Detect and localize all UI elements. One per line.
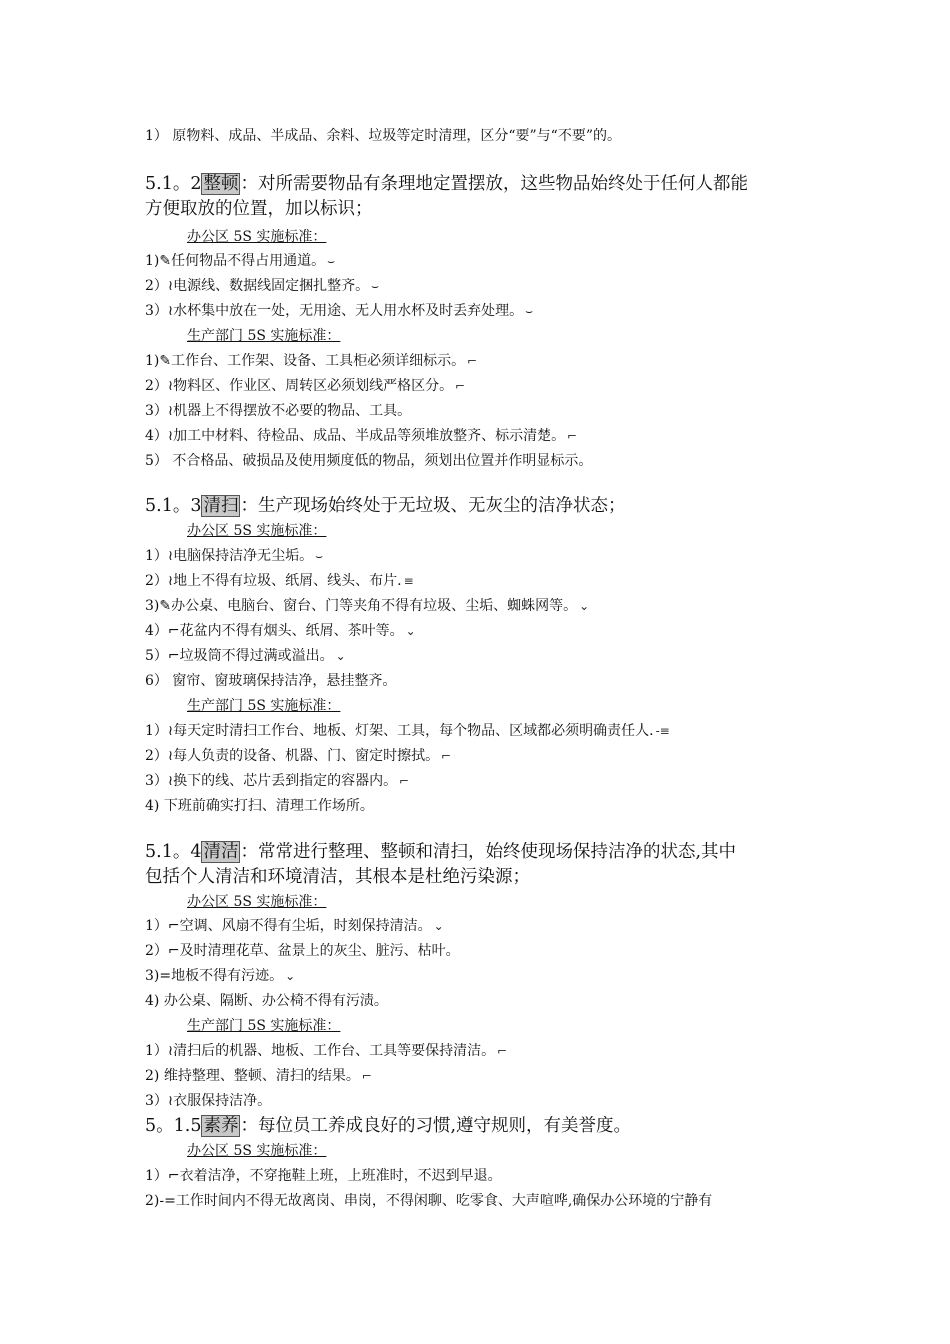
list-item: 3)=地板不得有污迹。 ⌄ [145, 968, 296, 984]
list-item: 3）≀衣服保持洁净。 [145, 1093, 272, 1109]
section-heading: 5.1。2 整顿 ：对所需要物品有条理地定置摆放，这些物品始终处于任何人都能 [145, 174, 748, 194]
list-item: 6） 窗帘、窗玻璃保持洁净，悬挂整齐。 [145, 673, 397, 689]
list-item: 4) 下班前确实打扫、清理工作场所。 [145, 798, 374, 814]
revision-mark: ⌐ [399, 774, 410, 788]
term-highlight: 素养 [203, 1116, 239, 1136]
list-item: 4）≀加工中材料、待检品、成品、半成品等须堆放整齐、标示清楚。 ⌐ [145, 428, 578, 444]
section-heading: 5.1。4 清洁 ：常常进行整理、整顿和清扫，始终使现场保持洁净的状态,其中 [145, 842, 737, 862]
revision-mark: ⌐ [455, 379, 466, 393]
revision-mark: ⌣ [315, 549, 324, 563]
term-highlight: 清扫 [203, 496, 239, 516]
list-item: 2）≀电源线、数据线固定捆扎整齐。 ⌣ [145, 278, 380, 294]
list-item: 1）⌐衣着洁净，不穿拖鞋上班，上班准时，不迟到早退。 [145, 1168, 502, 1184]
revision-mark: ⌄ [335, 649, 346, 663]
list-item: 4) 办公桌、隔断、办公椅不得有污渍。 [145, 993, 388, 1009]
list-item: 1） 原物料、成品、半成品、余料、垃圾等定时清理，区分“要”与“不要”的。 [145, 128, 621, 144]
subheading: 办公区 5S 实施标准： [187, 523, 327, 539]
section-heading: 5.1。3 清扫 ：生产现场始终处于无垃圾、无灰尘的洁净状态； [145, 496, 626, 516]
revision-mark: ⌐ [567, 429, 578, 443]
section-heading: 5。1.5 素养 ：每位员工养成良好的习惯,遵守规则，有美誉度。 [145, 1116, 632, 1136]
list-item: 2) 维持整理、整顿、清扫的结果。 ⌐ [145, 1068, 372, 1084]
list-item: 4）⌐花盆内不得有烟头、纸屑、茶叶等。 ⌄ [145, 623, 416, 639]
list-item: 3)✎办公桌、电脑台、窗台、门等夹角不得有垃圾、尘垢、蜘蛛网等。 ⌄ [145, 598, 590, 614]
revision-mark: ⌣ [525, 304, 534, 318]
list-item: 5） 不合格品、破损品及使用频度低的物品，须划出位置并作明显标示。 [145, 453, 593, 469]
subheading: 生产部门 5S 实施标准： [187, 328, 341, 344]
subheading: 办公区 5S 实施标准： [187, 229, 327, 245]
subheading: 生产部门 5S 实施标准： [187, 698, 341, 714]
subheading: 办公区 5S 实施标准： [187, 894, 327, 910]
section-text: 包括个人清洁和环境清洁，其根本是杜绝污染源； [145, 867, 530, 887]
list-item: 1）≀每天定时清扫工作台、地板、灯架、工具，每个物品、区域都必须明确责任人. -≡ [145, 723, 670, 739]
subheading: 办公区 5S 实施标准： [187, 1143, 327, 1159]
revision-mark: ⌐ [441, 749, 452, 763]
list-item: 2）≀每人负责的设备、机器、门、窗定时擦拭。 ⌐ [145, 748, 452, 764]
revision-mark: -≡ [655, 724, 670, 738]
section-text: 方便取放的位置，加以标识； [145, 199, 373, 219]
list-item: 1)✎任何物品不得占用通道。 ⌣ [145, 253, 336, 269]
list-item: 3）≀水杯集中放在一处，无用途、无人用水杯及时丢弃处理。 ⌣ [145, 303, 534, 319]
term-highlight: 清洁 [203, 842, 239, 862]
revision-mark: ⌐ [497, 1044, 508, 1058]
list-item: 5）⌐垃圾筒不得过满或溢出。 ⌄ [145, 648, 346, 664]
revision-mark: ⌄ [405, 624, 416, 638]
list-item: 1)✎工作台、工作架、设备、工具柜必须详细标示。 ⌐ [145, 353, 478, 369]
list-item: 2）⌐及时清理花草、盆景上的灰尘、脏污、枯叶。 [145, 943, 460, 959]
list-item: 3）≀换下的线、芯片丢到指定的容器内。 ⌐ [145, 773, 410, 789]
revision-mark: ⌄ [433, 919, 444, 933]
revision-mark: ⌄ [285, 969, 296, 983]
list-item: 2）≀地上不得有垃圾、纸屑、线头、布片. ≡ [145, 573, 414, 589]
list-item: 2）≀物料区、作业区、周转区必须划线严格区分。 ⌐ [145, 378, 466, 394]
revision-mark: ⌐ [467, 354, 478, 368]
list-item: 1）≀电脑保持洁净无尘垢。 ⌣ [145, 548, 324, 564]
revision-mark: ⌣ [327, 254, 336, 268]
revision-mark: ⌐ [361, 1069, 372, 1083]
subheading: 生产部门 5S 实施标准： [187, 1018, 341, 1034]
list-item: 1）⌐空调、风扇不得有尘垢，时刻保持清洁。 ⌄ [145, 918, 444, 934]
revision-mark: ⌄ [579, 599, 590, 613]
list-item: 1）≀清扫后的机器、地板、工作台、工具等要保持清洁。 ⌐ [145, 1043, 508, 1059]
term-highlight: 整顿 [203, 174, 239, 194]
revision-mark: ⌣ [371, 279, 380, 293]
list-item: 3）≀机器上不得摆放不必要的物品、工具。 [145, 403, 412, 419]
revision-mark: ≡ [403, 574, 414, 588]
list-item: 2)-=工作时间内不得无故离岗、串岗，不得闲聊、吃零食、大声喧哗,确保办公环境的宁静有 [145, 1193, 713, 1209]
